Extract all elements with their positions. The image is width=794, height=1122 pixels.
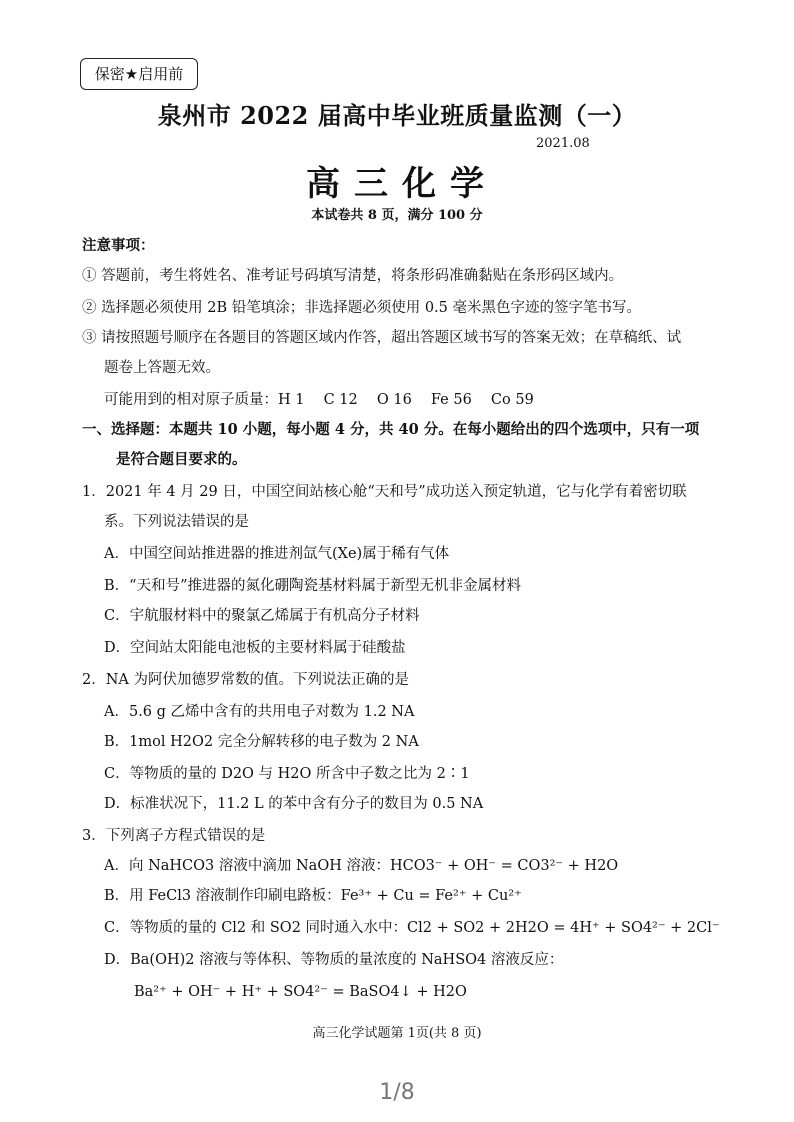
section-heading: 一、选择题：本题共 10 小题，每小题 4 分，共 40 分。在每小题给出的四个选项中，只有一项 xyxy=(82,421,700,438)
note-item-3: ③ 请按照题号顺序在各题目的答题区域内作答，超出答题区域书写的答案无效；在草稿纸、试 xyxy=(82,330,682,346)
question-3-option-a: A．向 NaHCO3 溶液中滴加 NaOH 溶液：HCO3⁻ + OH⁻ = CO3²⁻ + H2O xyxy=(104,858,619,874)
question-1-option-c: C．宇航服材料中的聚氯乙烯属于有机高分子材料 xyxy=(104,608,420,624)
exam-date: 2021.08 xyxy=(536,136,590,151)
note-item-3-cont: 题卷上答题无效。 xyxy=(104,360,220,376)
question-1-option-d: D．空间站太阳能电池板的主要材料属于硅酸盐 xyxy=(104,640,406,656)
question-1-stem: 1．2021 年 4 月 29 日，中国空间站核心舱“天和号”成功送入预定轨道，它与化学有着密切联 xyxy=(82,484,687,500)
exam-title: 泉州市 2022 届高中毕业班质量监测（一） xyxy=(157,101,637,130)
question-2-option-b: B．1mol H2O2 完全分解转移的电子数为 2 NA xyxy=(104,734,419,750)
question-1-option-b: B．“天和号”推进器的氮化硼陶瓷基材料属于新型无机非金属材料 xyxy=(104,578,521,594)
section-heading-cont: 是符合题目要求的。 xyxy=(116,451,247,468)
confidential-stamp: 保密★启用前 xyxy=(80,58,198,90)
notes-heading: 注意事项： xyxy=(82,237,155,254)
page-info: 本试卷共 8 页，满分 100 分 xyxy=(311,208,483,223)
question-2-stem: 2．NA 为阿伏加德罗常数的值。下列说法正确的是 xyxy=(82,672,409,688)
question-1-option-a: A．中国空间站推进器的推进剂氙气(Xe)属于稀有气体 xyxy=(104,546,450,562)
question-3-option-b: B．用 FeCl3 溶液制作印刷电路板：Fe³⁺ + Cu = Fe²⁺ + Cu²⁺ xyxy=(104,888,522,904)
question-3-stem: 3．下列离子方程式错误的是 xyxy=(82,828,266,844)
atomic-masses: 可能用到的相对原子质量：H 1 C 12 O 16 Fe 56 Co 59 xyxy=(104,392,534,408)
page-indicator: 1/8 xyxy=(379,1080,415,1105)
note-item-2: ② 选择题必须使用 2B 铅笔填涂；非选择题必须使用 0.5 毫米黑色字迹的签字笔书写。 xyxy=(82,300,641,316)
subject-title: 高三化学 xyxy=(306,164,498,204)
question-3-option-d-equation: Ba²⁺ + OH⁻ + H⁺ + SO4²⁻ = BaSO4↓ + H2O xyxy=(134,984,467,1000)
question-2-option-c: C．等物质的量的 D2O 与 H2O 所含中子数之比为 2∶1 xyxy=(104,766,470,782)
question-2-option-d: D．标准状况下，11.2 L 的苯中含有分子的数目为 0.5 NA xyxy=(104,796,484,812)
question-3-option-c: C．等物质的量的 Cl2 和 SO2 同时通入水中：Cl2 + SO2 + 2H2O = 4H⁺ + SO4²⁻ + 2Cl⁻ xyxy=(104,920,720,936)
page-footer: 高三化学试题第 1页(共 8 页) xyxy=(312,1026,482,1041)
question-3-option-d: D．Ba(OH)2 溶液与等体积、等物质的量浓度的 NaHSO4 溶液反应： xyxy=(104,952,564,968)
note-item-1: ① 答题前，考生将姓名、准考证号码填写清楚，将条形码准确黏贴在条形码区域内。 xyxy=(82,268,624,284)
question-2-option-a: A．5.6 g 乙烯中含有的共用电子对数为 1.2 NA xyxy=(104,704,415,720)
question-1-stem-cont: 系。下列说法错误的是 xyxy=(104,514,249,530)
